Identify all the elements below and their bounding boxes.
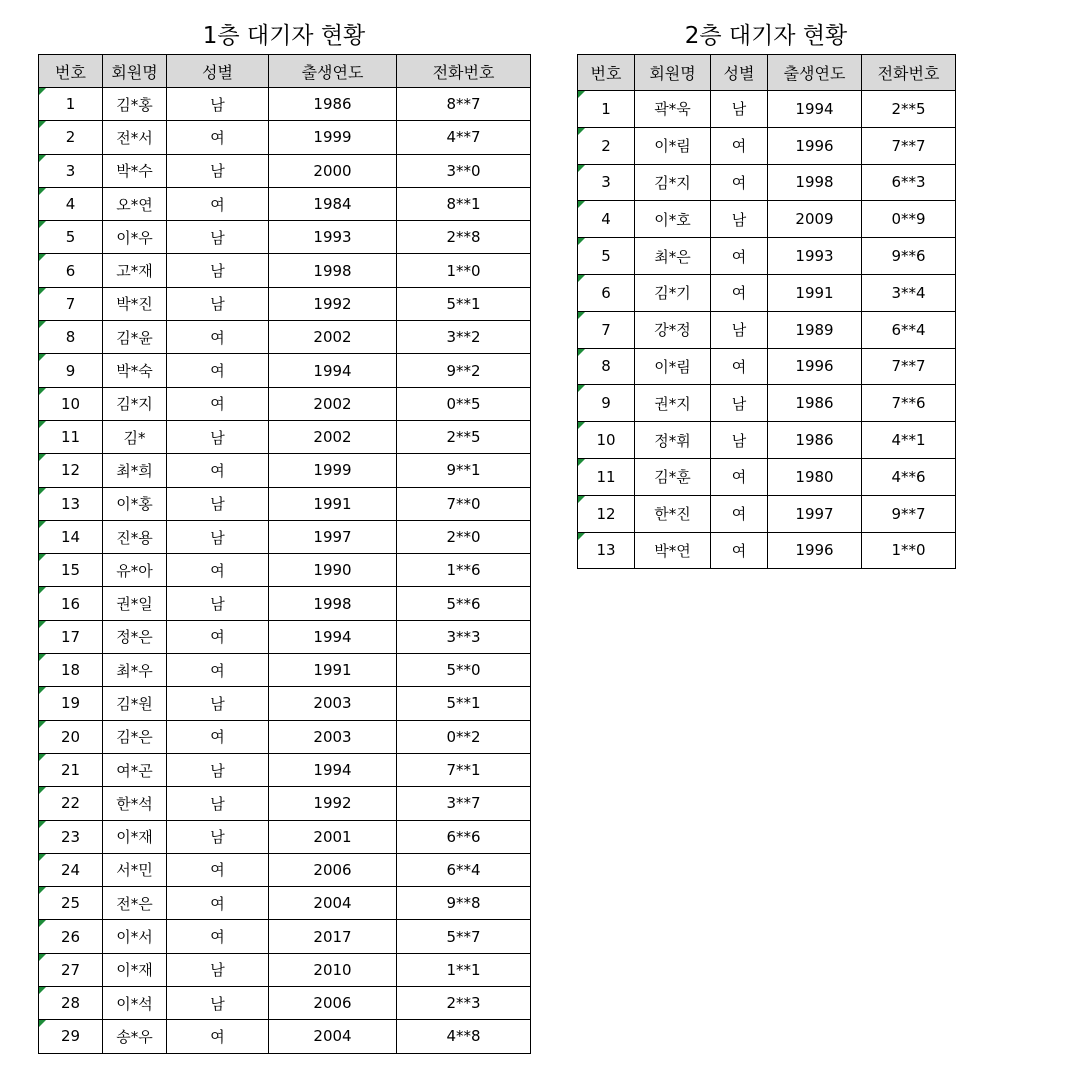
cell-phone: 9**7 [862,495,956,532]
cell-member-name: 김*홍 [103,88,167,121]
cell-number: 14 [39,520,103,553]
cell-phone: 6**4 [862,311,956,348]
floor2-waitlist-panel [577,18,955,569]
table-row [39,387,531,420]
cell-gender: 여 [167,720,269,753]
cell-number: 12 [39,454,103,487]
table-row [578,91,956,128]
table-row [39,987,531,1020]
cell-phone: 7**7 [862,127,956,164]
table-row [578,348,956,385]
cell-phone: 1**6 [397,554,531,587]
cell-member-name: 한*석 [103,787,167,820]
cell-birth-year: 2003 [269,687,397,720]
cell-birth-year: 1996 [768,348,862,385]
table-row [39,88,531,121]
table-header-row [39,55,531,88]
cell-birth-year: 2002 [269,420,397,453]
cell-birth-year: 1994 [269,620,397,653]
cell-gender: 남 [711,201,768,238]
cell-birth-year: 1986 [269,88,397,121]
cell-birth-year: 1998 [269,587,397,620]
cell-member-name: 이*홍 [103,487,167,520]
cell-number: 5 [39,221,103,254]
cell-phone: 9**1 [397,454,531,487]
cell-phone: 7**6 [862,385,956,422]
cell-birth-year: 2004 [269,1020,397,1053]
cell-number: 12 [578,495,635,532]
table-row [578,311,956,348]
table-row [578,495,956,532]
cell-phone: 6**4 [397,853,531,886]
cell-gender: 남 [167,953,269,986]
table-row [39,753,531,786]
cell-member-name: 김*지 [103,387,167,420]
cell-number: 15 [39,554,103,587]
header-number: 번호 [39,55,103,88]
cell-gender: 남 [167,221,269,254]
cell-birth-year: 1991 [269,654,397,687]
cell-phone: 5**6 [397,587,531,620]
table-row [39,187,531,220]
cell-gender: 남 [167,520,269,553]
cell-number: 11 [578,458,635,495]
cell-phone: 3**0 [397,154,531,187]
cell-member-name: 박*진 [103,287,167,320]
table-row [39,654,531,687]
cell-phone: 2**0 [397,520,531,553]
cell-member-name: 권*일 [103,587,167,620]
cell-birth-year: 2004 [269,887,397,920]
cell-number: 16 [39,587,103,620]
cell-birth-year: 2002 [269,387,397,420]
cell-number: 4 [39,187,103,220]
cell-phone: 0**2 [397,720,531,753]
cell-member-name: 김*은 [103,720,167,753]
cell-member-name: 최*희 [103,454,167,487]
table-row [578,422,956,459]
cell-phone: 9**2 [397,354,531,387]
cell-phone: 4**8 [397,1020,531,1053]
cell-birth-year: 1996 [768,532,862,569]
cell-phone: 5**7 [397,920,531,953]
cell-number: 19 [39,687,103,720]
cell-number: 28 [39,987,103,1020]
cell-phone: 3**7 [397,787,531,820]
cell-number: 29 [39,1020,103,1053]
cell-gender: 남 [167,587,269,620]
cell-member-name: 이*서 [103,920,167,953]
table-row [39,454,531,487]
cell-member-name: 이*림 [635,127,711,164]
table-row [578,238,956,275]
cell-birth-year: 1994 [269,753,397,786]
cell-phone: 3**2 [397,321,531,354]
cell-birth-year: 1986 [768,422,862,459]
cell-number: 20 [39,720,103,753]
cell-gender: 남 [167,820,269,853]
cell-member-name: 강*정 [635,311,711,348]
cell-birth-year: 1998 [768,164,862,201]
header-birth-year: 출생연도 [269,55,397,88]
cell-number: 3 [578,164,635,201]
header-member-name: 회원명 [103,55,167,88]
cell-phone: 8**1 [397,187,531,220]
cell-number: 27 [39,953,103,986]
cell-birth-year: 1997 [269,520,397,553]
cell-number: 8 [39,321,103,354]
cell-member-name: 정*휘 [635,422,711,459]
header-phone: 전화번호 [862,55,956,91]
cell-gender: 여 [167,920,269,953]
cell-member-name: 전*은 [103,887,167,920]
cell-gender: 남 [167,154,269,187]
cell-number: 5 [578,238,635,275]
cell-phone: 5**1 [397,687,531,720]
cell-member-name: 김*윤 [103,321,167,354]
table-row [39,554,531,587]
header-gender: 성별 [711,55,768,91]
cell-birth-year: 1994 [269,354,397,387]
cell-gender: 남 [711,311,768,348]
cell-phone: 4**6 [862,458,956,495]
floor2-waitlist-table [577,54,956,569]
cell-birth-year: 2006 [269,853,397,886]
cell-member-name: 전*서 [103,121,167,154]
cell-birth-year: 1998 [269,254,397,287]
cell-number: 24 [39,853,103,886]
floor1-waitlist-table [38,54,531,1054]
table-row [578,164,956,201]
cell-gender: 여 [167,554,269,587]
cell-member-name: 곽*욱 [635,91,711,128]
cell-number: 10 [39,387,103,420]
table-row [39,221,531,254]
cell-member-name: 여*곤 [103,753,167,786]
cell-member-name: 정*은 [103,620,167,653]
cell-member-name: 서*민 [103,853,167,886]
cell-member-name: 한*진 [635,495,711,532]
table-row [39,687,531,720]
cell-number: 17 [39,620,103,653]
cell-gender: 여 [167,387,269,420]
table-row [578,274,956,311]
cell-member-name: 고*재 [103,254,167,287]
cell-member-name: 유*아 [103,554,167,587]
cell-gender: 여 [711,495,768,532]
cell-phone: 2**3 [397,987,531,1020]
cell-gender: 여 [711,532,768,569]
table-row [578,127,956,164]
table-row [39,587,531,620]
header-member-name: 회원명 [635,55,711,91]
cell-gender: 남 [711,91,768,128]
cell-gender: 남 [167,987,269,1020]
cell-phone: 9**8 [397,887,531,920]
cell-member-name: 김*지 [635,164,711,201]
cell-gender: 여 [167,620,269,653]
cell-phone: 0**5 [397,387,531,420]
cell-phone: 1**1 [397,953,531,986]
cell-birth-year: 2017 [269,920,397,953]
cell-number: 6 [578,274,635,311]
cell-birth-year: 2000 [269,154,397,187]
cell-phone: 1**0 [397,254,531,287]
cell-phone: 4**1 [862,422,956,459]
cell-member-name: 이*재 [103,953,167,986]
cell-member-name: 김*훈 [635,458,711,495]
cell-gender: 여 [711,348,768,385]
cell-birth-year: 1991 [269,487,397,520]
cell-member-name: 송*우 [103,1020,167,1053]
cell-phone: 6**3 [862,164,956,201]
cell-number: 9 [578,385,635,422]
cell-member-name: 박*수 [103,154,167,187]
cell-birth-year: 1997 [768,495,862,532]
cell-birth-year: 2003 [269,720,397,753]
cell-number: 9 [39,354,103,387]
table-row [578,201,956,238]
cell-gender: 남 [167,254,269,287]
cell-member-name: 김*원 [103,687,167,720]
cell-gender: 여 [167,187,269,220]
cell-member-name: 오*연 [103,187,167,220]
cell-number: 7 [578,311,635,348]
header-number: 번호 [578,55,635,91]
cell-gender: 여 [167,454,269,487]
table-row [578,458,956,495]
cell-number: 25 [39,887,103,920]
floor2-title: 2층 대기자 현황 [684,23,848,49]
table-row [39,154,531,187]
cell-birth-year: 1991 [768,274,862,311]
table-row [39,1020,531,1053]
cell-birth-year: 1993 [269,221,397,254]
cell-gender: 여 [711,127,768,164]
cell-gender: 남 [167,88,269,121]
cell-birth-year: 1986 [768,385,862,422]
cell-member-name: 이*호 [635,201,711,238]
cell-gender: 여 [167,121,269,154]
cell-phone: 0**9 [862,201,956,238]
table-row [39,953,531,986]
table-row [39,887,531,920]
cell-phone: 7**1 [397,753,531,786]
cell-gender: 여 [167,853,269,886]
table-row [39,121,531,154]
cell-member-name: 최*은 [635,238,711,275]
cell-phone: 5**0 [397,654,531,687]
cell-number: 1 [578,91,635,128]
cell-birth-year: 1980 [768,458,862,495]
cell-number: 2 [578,127,635,164]
cell-number: 10 [578,422,635,459]
cell-birth-year: 1989 [768,311,862,348]
cell-gender: 여 [167,654,269,687]
cell-gender: 남 [167,420,269,453]
header-birth-year: 출생연도 [768,55,862,91]
table-row [39,853,531,886]
cell-gender: 남 [167,787,269,820]
table-row [39,620,531,653]
cell-number: 13 [39,487,103,520]
cell-number: 18 [39,654,103,687]
cell-birth-year: 2006 [269,987,397,1020]
table-row [578,385,956,422]
table-row [578,532,956,569]
cell-member-name: 최*우 [103,654,167,687]
cell-phone: 9**6 [862,238,956,275]
cell-birth-year: 2009 [768,201,862,238]
cell-member-name: 이*우 [103,221,167,254]
cell-gender: 여 [711,458,768,495]
cell-member-name: 박*숙 [103,354,167,387]
cell-number: 8 [578,348,635,385]
table-row [39,287,531,320]
table-row [39,520,531,553]
cell-gender: 남 [167,687,269,720]
cell-phone: 3**4 [862,274,956,311]
cell-birth-year: 1993 [768,238,862,275]
table-row [39,720,531,753]
table-row [39,420,531,453]
floor1-title: 1층 대기자 현황 [202,23,366,49]
header-phone: 전화번호 [397,55,531,88]
cell-birth-year: 1984 [269,187,397,220]
cell-number: 1 [39,88,103,121]
cell-gender: 여 [711,238,768,275]
cell-phone: 2**5 [397,420,531,453]
table-row [39,354,531,387]
cell-birth-year: 1996 [768,127,862,164]
cell-phone: 5**1 [397,287,531,320]
cell-phone: 1**0 [862,532,956,569]
table-header-row [578,55,956,91]
table-row [39,820,531,853]
cell-birth-year: 1992 [269,287,397,320]
cell-phone: 4**7 [397,121,531,154]
table-row [39,321,531,354]
cell-phone: 7**0 [397,487,531,520]
cell-gender: 남 [711,385,768,422]
table-row [39,487,531,520]
cell-birth-year: 2010 [269,953,397,986]
table-row [39,920,531,953]
cell-member-name: 이*림 [635,348,711,385]
cell-phone: 2**5 [862,91,956,128]
cell-gender: 여 [711,164,768,201]
cell-number: 4 [578,201,635,238]
cell-number: 7 [39,287,103,320]
cell-gender: 여 [167,887,269,920]
cell-member-name: 이*재 [103,820,167,853]
cell-member-name: 진*용 [103,520,167,553]
cell-gender: 여 [167,354,269,387]
cell-phone: 8**7 [397,88,531,121]
cell-number: 23 [39,820,103,853]
cell-birth-year: 1999 [269,454,397,487]
cell-number: 22 [39,787,103,820]
cell-member-name: 박*연 [635,532,711,569]
cell-birth-year: 1992 [269,787,397,820]
cell-number: 6 [39,254,103,287]
cell-phone: 2**8 [397,221,531,254]
cell-gender: 남 [167,287,269,320]
cell-member-name: 권*지 [635,385,711,422]
cell-member-name: 이*석 [103,987,167,1020]
cell-gender: 남 [167,487,269,520]
cell-gender: 여 [167,1020,269,1053]
cell-member-name: 김*기 [635,274,711,311]
cell-gender: 여 [167,321,269,354]
cell-gender: 여 [711,274,768,311]
cell-number: 11 [39,420,103,453]
cell-number: 2 [39,121,103,154]
cell-gender: 남 [711,422,768,459]
cell-number: 21 [39,753,103,786]
cell-member-name: 김* [103,420,167,453]
cell-phone: 3**3 [397,620,531,653]
cell-birth-year: 2002 [269,321,397,354]
floor1-waitlist-panel [38,18,530,1054]
table-row [39,787,531,820]
cell-phone: 6**6 [397,820,531,853]
cell-number: 26 [39,920,103,953]
cell-number: 13 [578,532,635,569]
cell-number: 3 [39,154,103,187]
header-gender: 성별 [167,55,269,88]
cell-birth-year: 1999 [269,121,397,154]
table-row [39,254,531,287]
cell-birth-year: 1990 [269,554,397,587]
cell-phone: 7**7 [862,348,956,385]
cell-birth-year: 1994 [768,91,862,128]
cell-birth-year: 2001 [269,820,397,853]
cell-gender: 남 [167,753,269,786]
